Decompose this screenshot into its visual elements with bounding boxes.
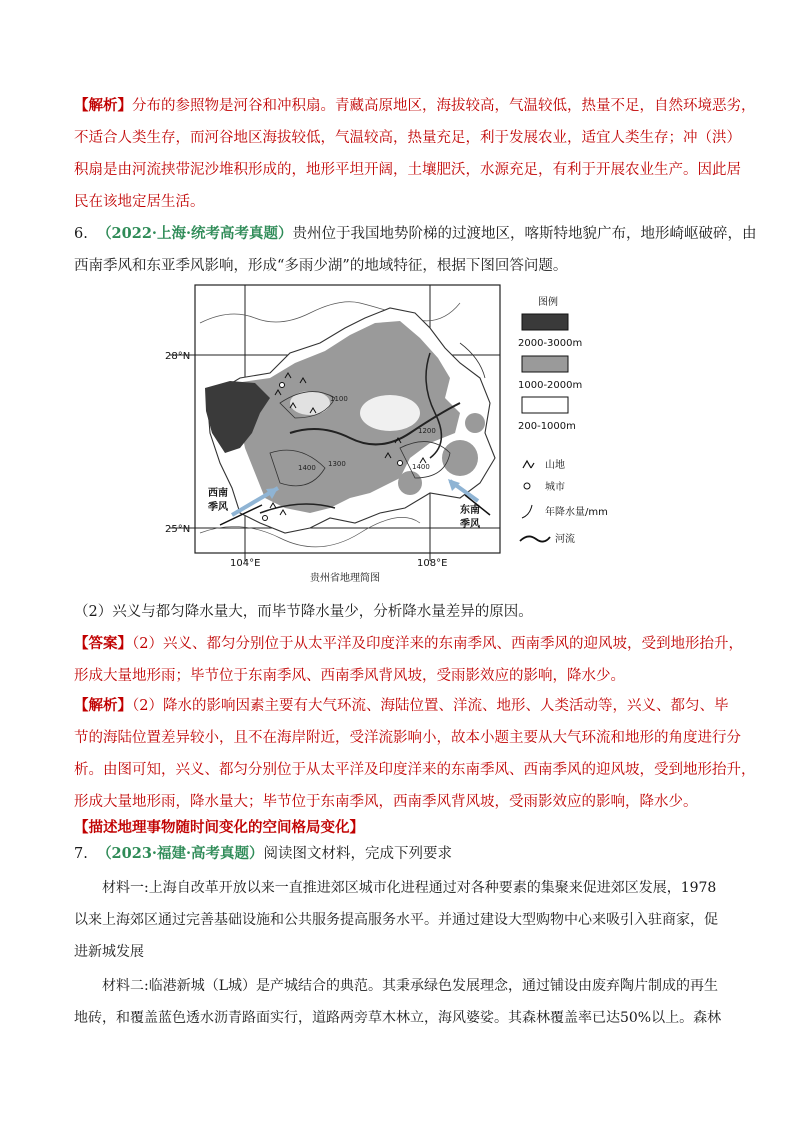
question-7: [74, 838, 744, 870]
analysis-line: 析。由图可知，兴义、都匀分别位于从太平洋及印度洋来的东南季风、西南季风的迎风坡，受到地形抬升，: [74, 762, 756, 778]
analysis-block-1: [74, 90, 756, 218]
question-6: [74, 218, 757, 282]
question-text: 阅读图文材料，完成下列要求: [263, 846, 453, 862]
analysis-tag: 【解析】: [74, 97, 132, 114]
question-number: 6.: [74, 226, 88, 242]
analysis-line: 形成大量地形雨，降水量大；毕节位于东南季风，西南季风背风坡，受雨影效应的影响，降水少。: [74, 794, 698, 810]
material-line: 地砖，和覆盖蓝色透水沥青路面实行，道路两旁草木林立，海风婆娑。其森林覆盖率已达50%以上。森林: [74, 1010, 722, 1026]
river-icon: [520, 536, 550, 541]
question-number: 7.: [74, 846, 88, 862]
analysis-line: 积扇是由河流挟带泥沙堆积形成的，地形平坦开阔，土壤肥沃，水源充足，有利于开展农业生产。因此居: [74, 162, 741, 178]
city-icon: [524, 483, 530, 489]
city-marker: [263, 516, 268, 521]
city-marker: [280, 383, 285, 388]
legend-label: 年降水量/mm: [545, 507, 608, 518]
material-line: 进新城发展: [74, 944, 144, 960]
material-line: 以来上海郊区通过完善基础设施和公共服务提高服务水平。并通过建设大型购物中心来吸引入驻商家，促: [74, 912, 718, 928]
map-legend: [518, 295, 608, 545]
isohyet-label: 1300: [328, 460, 346, 468]
analysis-block-2: [74, 690, 756, 818]
analysis-line: （2）降水的影响因素主要有大气环流、海陆位置、洋流、地形、人类活动等，兴义、都匀、毕: [132, 698, 729, 714]
question-text: 贵州位于我国地势阶梯的过渡地区，喀斯特地貌广布，地形崎岖破碎，由: [292, 226, 757, 242]
isohyet-label: 1400: [412, 463, 430, 471]
question-6-sub-2: [74, 596, 744, 628]
legend-title: 图例: [538, 297, 558, 308]
analysis-line: 分布的参照物是河谷和冲积扇。青藏高原地区，海拔较高，气温较低，热量不足，自然环境恶劣，: [132, 98, 756, 114]
se-monsoon-label: 东南: [460, 505, 480, 516]
legend-label: 河流: [555, 534, 575, 545]
material-1: [74, 872, 744, 968]
question-source: （2022·上海·统考高考真题）: [97, 225, 293, 242]
material-2: [74, 970, 744, 1034]
se-monsoon-label: 季风: [460, 519, 480, 530]
isohyet-label: 1100: [330, 395, 348, 403]
analysis-line: 民在该地定居生活。: [74, 194, 205, 210]
answer-tag: 【答案】: [74, 635, 132, 652]
answer-block: [74, 628, 744, 692]
legend-label: 2000-3000m: [518, 338, 583, 349]
guizhou-map: [160, 283, 630, 588]
question-source: （2023·福建·高考真题）: [97, 845, 264, 862]
latitude-label: 28°N: [165, 351, 191, 362]
legend-label: 1000-2000m: [518, 380, 583, 391]
isohyet-label: 1400: [298, 464, 316, 472]
isohyet-label: 1200: [418, 427, 436, 435]
city-marker: [398, 461, 403, 466]
sw-monsoon-label: 季风: [208, 502, 228, 513]
section-heading: 【描述地理事物随时间变化的空间格局变化】: [74, 819, 364, 836]
guizhou-map-figure: [160, 283, 630, 588]
map-caption: 贵州省地理简图: [310, 573, 380, 584]
analysis-line: 不适合人类生存，而河谷地区海拔较低，气温较高，热量充足，利于发展农业，适宜人类生存；冲（洪）: [74, 130, 741, 146]
answer-line: （2）兴义、都匀分别位于从太平洋及印度洋来的东南季风、西南季风的迎风坡，受到地形抬升，: [132, 636, 743, 652]
legend-label: 200-1000m: [518, 421, 576, 432]
isohyet-icon: [522, 505, 532, 518]
legend-swatch-low: [522, 397, 568, 413]
latitude-label: 25°N: [165, 524, 191, 535]
legend-label: 山地: [545, 460, 565, 471]
analysis-tag: 【解析】: [74, 697, 132, 714]
question-text: （2）兴义与都匀降水量大，而毕节降水量少，分析降水量差异的原因。: [74, 604, 533, 620]
question-text: 西南季风和东亚季风影响，形成“多雨少湖”的地域特征，根据下图回答问题。: [74, 258, 568, 274]
legend-label: 城市: [545, 482, 565, 493]
analysis-line: 节的海陆位置差异较小，且不在海岸附近，受洋流影响小，故本小题主要从大气环流和地形的角度进行分: [74, 730, 741, 746]
material-line: 材料一:上海自改革开放以来一直推进郊区城市化进程通过对各种要素的集聚来促进郊区发展，1978: [102, 880, 717, 896]
material-line: 材料二:临港新城（L城）是产城结合的典范。其秉承绿色发展理念，通过铺设由废弃陶片制成的再生: [102, 978, 719, 994]
legend-swatch-mid: [522, 356, 568, 372]
mountain-icon: [523, 461, 534, 468]
longitude-label: 104°E: [230, 558, 261, 569]
legend-swatch-high: [522, 314, 568, 330]
longitude-label: 108°E: [417, 558, 448, 569]
answer-line: 形成大量地形雨；毕节位于东南季风、西南季风背风坡，受雨影效应的影响，降水少。: [74, 668, 625, 684]
sw-monsoon-label: 西南: [208, 488, 228, 499]
